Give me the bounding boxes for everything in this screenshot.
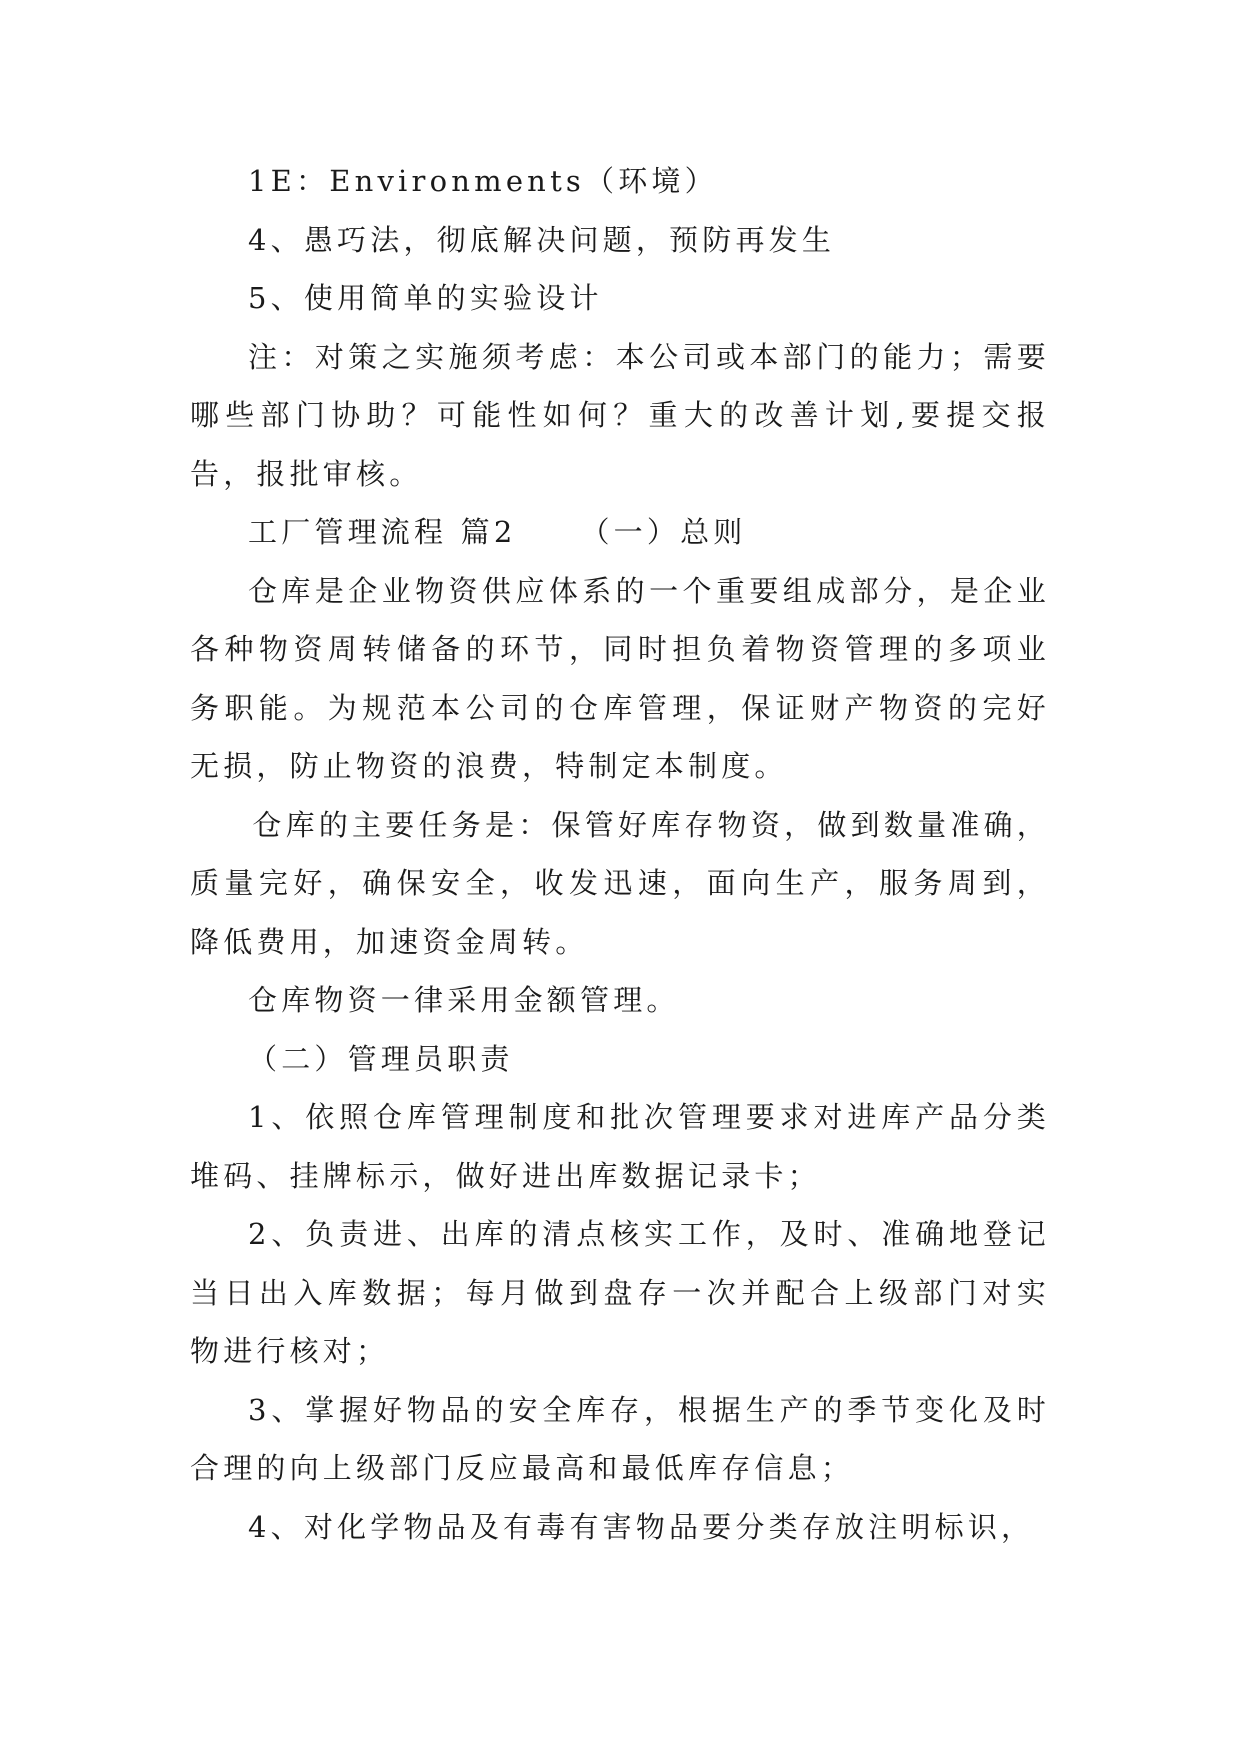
section-title: 工厂管理流程 篇2 — [248, 515, 517, 549]
paragraph-item-4: 4、愚巧法，彻底解决问题，预防再发生 — [248, 222, 836, 257]
paragraph-environments: 1E：Environments（环境） — [248, 164, 718, 198]
paragraph-amount-management: 仓库物资一律采用金额管理。 — [248, 983, 680, 1017]
paragraph-duty-3: 3、掌握好物品的安全库存，根据生产的季节变化及时合理的向上级部门反应最高和最低库存信息； — [190, 1392, 1050, 1485]
paragraph-duty-4: 4、对化学物品及有毒有害物品要分类存放注明标识， — [248, 1509, 1035, 1544]
paragraph-warehouse-tasks: 仓库的主要任务是：保管好库存物资，做到数量准确，质量完好，确保安全，收发迅速，面向生产，服务周到，降低费用，加速资金周转。 — [190, 807, 1050, 959]
paragraph-duty-1: 1、依照仓库管理制度和批次管理要求对进库产品分类堆码、挂牌标示，做好进出库数据记录卡； — [190, 1100, 1050, 1193]
document-body — [190, 152, 1050, 1556]
section-heading-line — [190, 503, 1050, 562]
paragraph-note: 注：对策之实施须考虑：本公司或本部门的能力；需要哪些部门协助？可能性如何？重大的改善计划,要提交报告，报批审核。 — [190, 339, 1050, 491]
section-subtitle-duties: （二）管理员职责 — [248, 1041, 514, 1076]
paragraph-item-5: 5、使用简单的实验设计 — [248, 281, 603, 315]
paragraph-warehouse-intro: 仓库是企业物资供应体系的一个重要组成部分，是企业各种物资周转储备的环节，同时担负着物资管理的多项业务职能。为规范本公司的仓库管理，保证财产物资的完好无损，防止物资的浪费，特制定本制度。 — [190, 573, 1050, 783]
paragraph-duty-2: 2、负责进、出库的清点核实工作，及时、准确地登记当日出入库数据；每月做到盘存一次并配合上级部门对实物进行核对； — [190, 1217, 1050, 1368]
section-subtitle-general: （一）总则 — [580, 515, 747, 549]
